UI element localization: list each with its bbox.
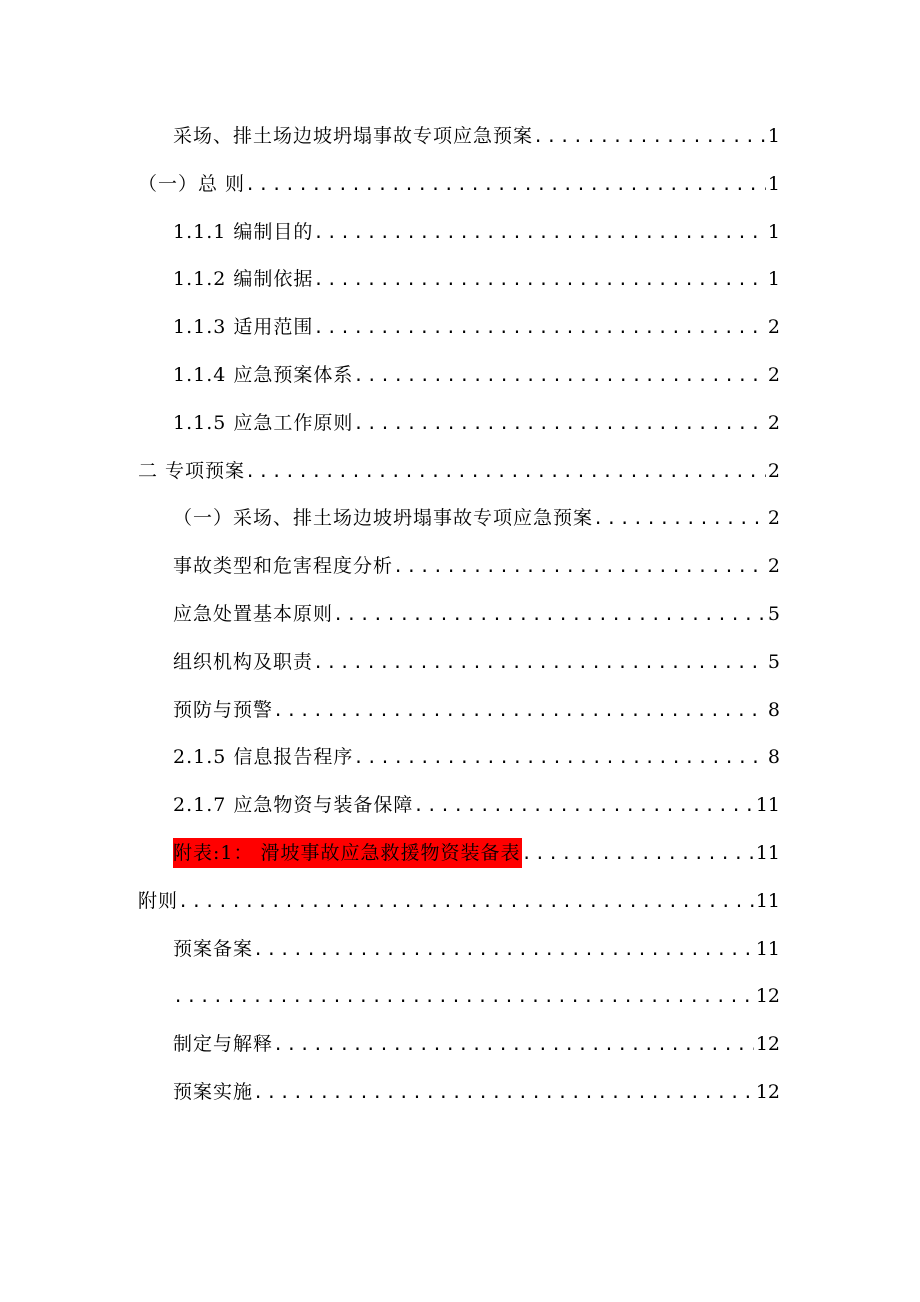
toc-entry-page: 11 <box>755 842 780 864</box>
toc-dot-leader <box>413 791 753 820</box>
toc-entry-title: 1.1.1 编制目的 <box>173 220 314 243</box>
toc-dot-leader <box>593 504 766 533</box>
toc-entry[interactable] <box>173 503 780 533</box>
toc-dot-leader <box>313 265 766 294</box>
toc-entry-page: 1 <box>767 268 780 291</box>
toc-entry-title: 事故类型和危害程度分析 <box>173 555 394 578</box>
toc-entry-page: 2 <box>767 507 780 530</box>
toc-entry[interactable] <box>173 695 780 725</box>
toc-dot-leader <box>313 218 766 247</box>
toc-entry-page: 12 <box>755 985 780 1008</box>
toc-entry[interactable] <box>173 408 780 438</box>
toc-entry-title: 预防与预警 <box>173 698 274 721</box>
toc-entry[interactable] <box>173 647 780 677</box>
toc-entry-title: 制定与解释 <box>173 1033 274 1056</box>
toc-entry-highlighted[interactable] <box>173 838 780 868</box>
toc-entry-page: 11 <box>755 937 780 960</box>
toc-entry-page: 12 <box>755 1081 780 1103</box>
toc-dot-leader <box>522 839 754 868</box>
toc-entry[interactable] <box>173 217 780 247</box>
toc-dot-leader <box>353 743 766 772</box>
toc-entry-title: 1.1.2 编制依据 <box>173 268 314 291</box>
toc-entry-page: 11 <box>755 794 780 817</box>
toc-entry[interactable] <box>173 1029 780 1059</box>
toc-entry-title: 2.1.5 信息报告程序 <box>173 746 354 769</box>
toc-entry-page: 1 <box>767 172 780 195</box>
toc-entry-title: 应急处置基本原则 <box>173 603 334 625</box>
toc-entry-page: 1 <box>767 220 780 243</box>
toc-dot-leader <box>245 170 766 199</box>
toc-entry-page: 8 <box>767 698 780 721</box>
toc-dot-leader <box>178 887 754 916</box>
toc-entry-title: 1.1.4 应急预案体系 <box>173 364 354 386</box>
toc-dot-leader <box>173 982 754 1011</box>
toc-dot-leader <box>313 648 766 677</box>
toc-entry[interactable] <box>173 742 780 772</box>
toc-entry-title: （一）采场、排土场边坡坍塌事故专项应急预案 <box>173 507 594 530</box>
toc-entry[interactable] <box>173 934 780 964</box>
toc-entry[interactable] <box>138 886 780 916</box>
toc-entry-page: 5 <box>767 603 780 625</box>
toc-dot-leader <box>353 409 766 438</box>
toc-entry-title: 1.1.3 适用范围 <box>173 316 314 339</box>
toc-entry-page: 2 <box>767 364 780 386</box>
toc-entry-title: 采场、排土场边坡坍塌事故专项应急预案 <box>173 125 534 147</box>
toc-entry-title: 预案实施 <box>173 1081 254 1103</box>
toc-entry[interactable] <box>138 169 780 199</box>
toc-entry-page: 11 <box>755 889 780 912</box>
toc-entry-title: 附则 <box>138 889 179 912</box>
toc-dot-leader <box>333 600 766 629</box>
toc-entry[interactable] <box>173 551 780 581</box>
toc-entry-page: 2 <box>767 555 780 578</box>
toc-dot-leader <box>393 552 766 581</box>
toc-dot-leader <box>253 1078 754 1107</box>
toc-entry[interactable] <box>173 360 780 390</box>
toc-entry[interactable] <box>173 1077 780 1107</box>
toc-dot-leader <box>273 696 766 725</box>
toc-entry[interactable] <box>138 456 780 486</box>
toc-dot-leader <box>353 361 766 390</box>
toc-dot-leader <box>253 935 754 964</box>
toc-entry-page: 5 <box>767 650 780 673</box>
toc-dot-leader <box>313 313 766 342</box>
toc-entry-page: 1 <box>767 125 780 147</box>
toc-entry[interactable] <box>173 981 780 1011</box>
toc-entry[interactable] <box>173 121 780 151</box>
toc-entry-page: 2 <box>767 459 780 482</box>
toc-entry-page: 12 <box>755 1033 780 1056</box>
toc-dot-leader <box>533 122 766 151</box>
toc-entry-title: （一）总 则 <box>138 172 246 195</box>
toc-dot-leader <box>245 457 766 486</box>
toc-dot-leader <box>273 1030 754 1059</box>
toc-entry-title: 2.1.7 应急物资与装备保障 <box>173 794 414 817</box>
toc-entry[interactable] <box>173 312 780 342</box>
toc-entry-page: 8 <box>767 746 780 769</box>
toc-entry-title: 1.1.5 应急工作原则 <box>173 411 354 434</box>
toc-entry-title-highlighted: 附表:1： 滑坡事故应急救援物资装备表 <box>173 838 522 868</box>
toc-entry-page: 2 <box>767 411 780 434</box>
toc-entry[interactable] <box>173 599 780 629</box>
toc-entry[interactable] <box>173 790 780 820</box>
toc-entry-title: 组织机构及职责 <box>173 650 314 673</box>
toc-entry-title: 预案备案 <box>173 937 254 960</box>
toc-entry-page: 2 <box>767 316 780 339</box>
toc-entry-title: 二 专项预案 <box>138 459 246 482</box>
toc-entry[interactable] <box>173 264 780 294</box>
